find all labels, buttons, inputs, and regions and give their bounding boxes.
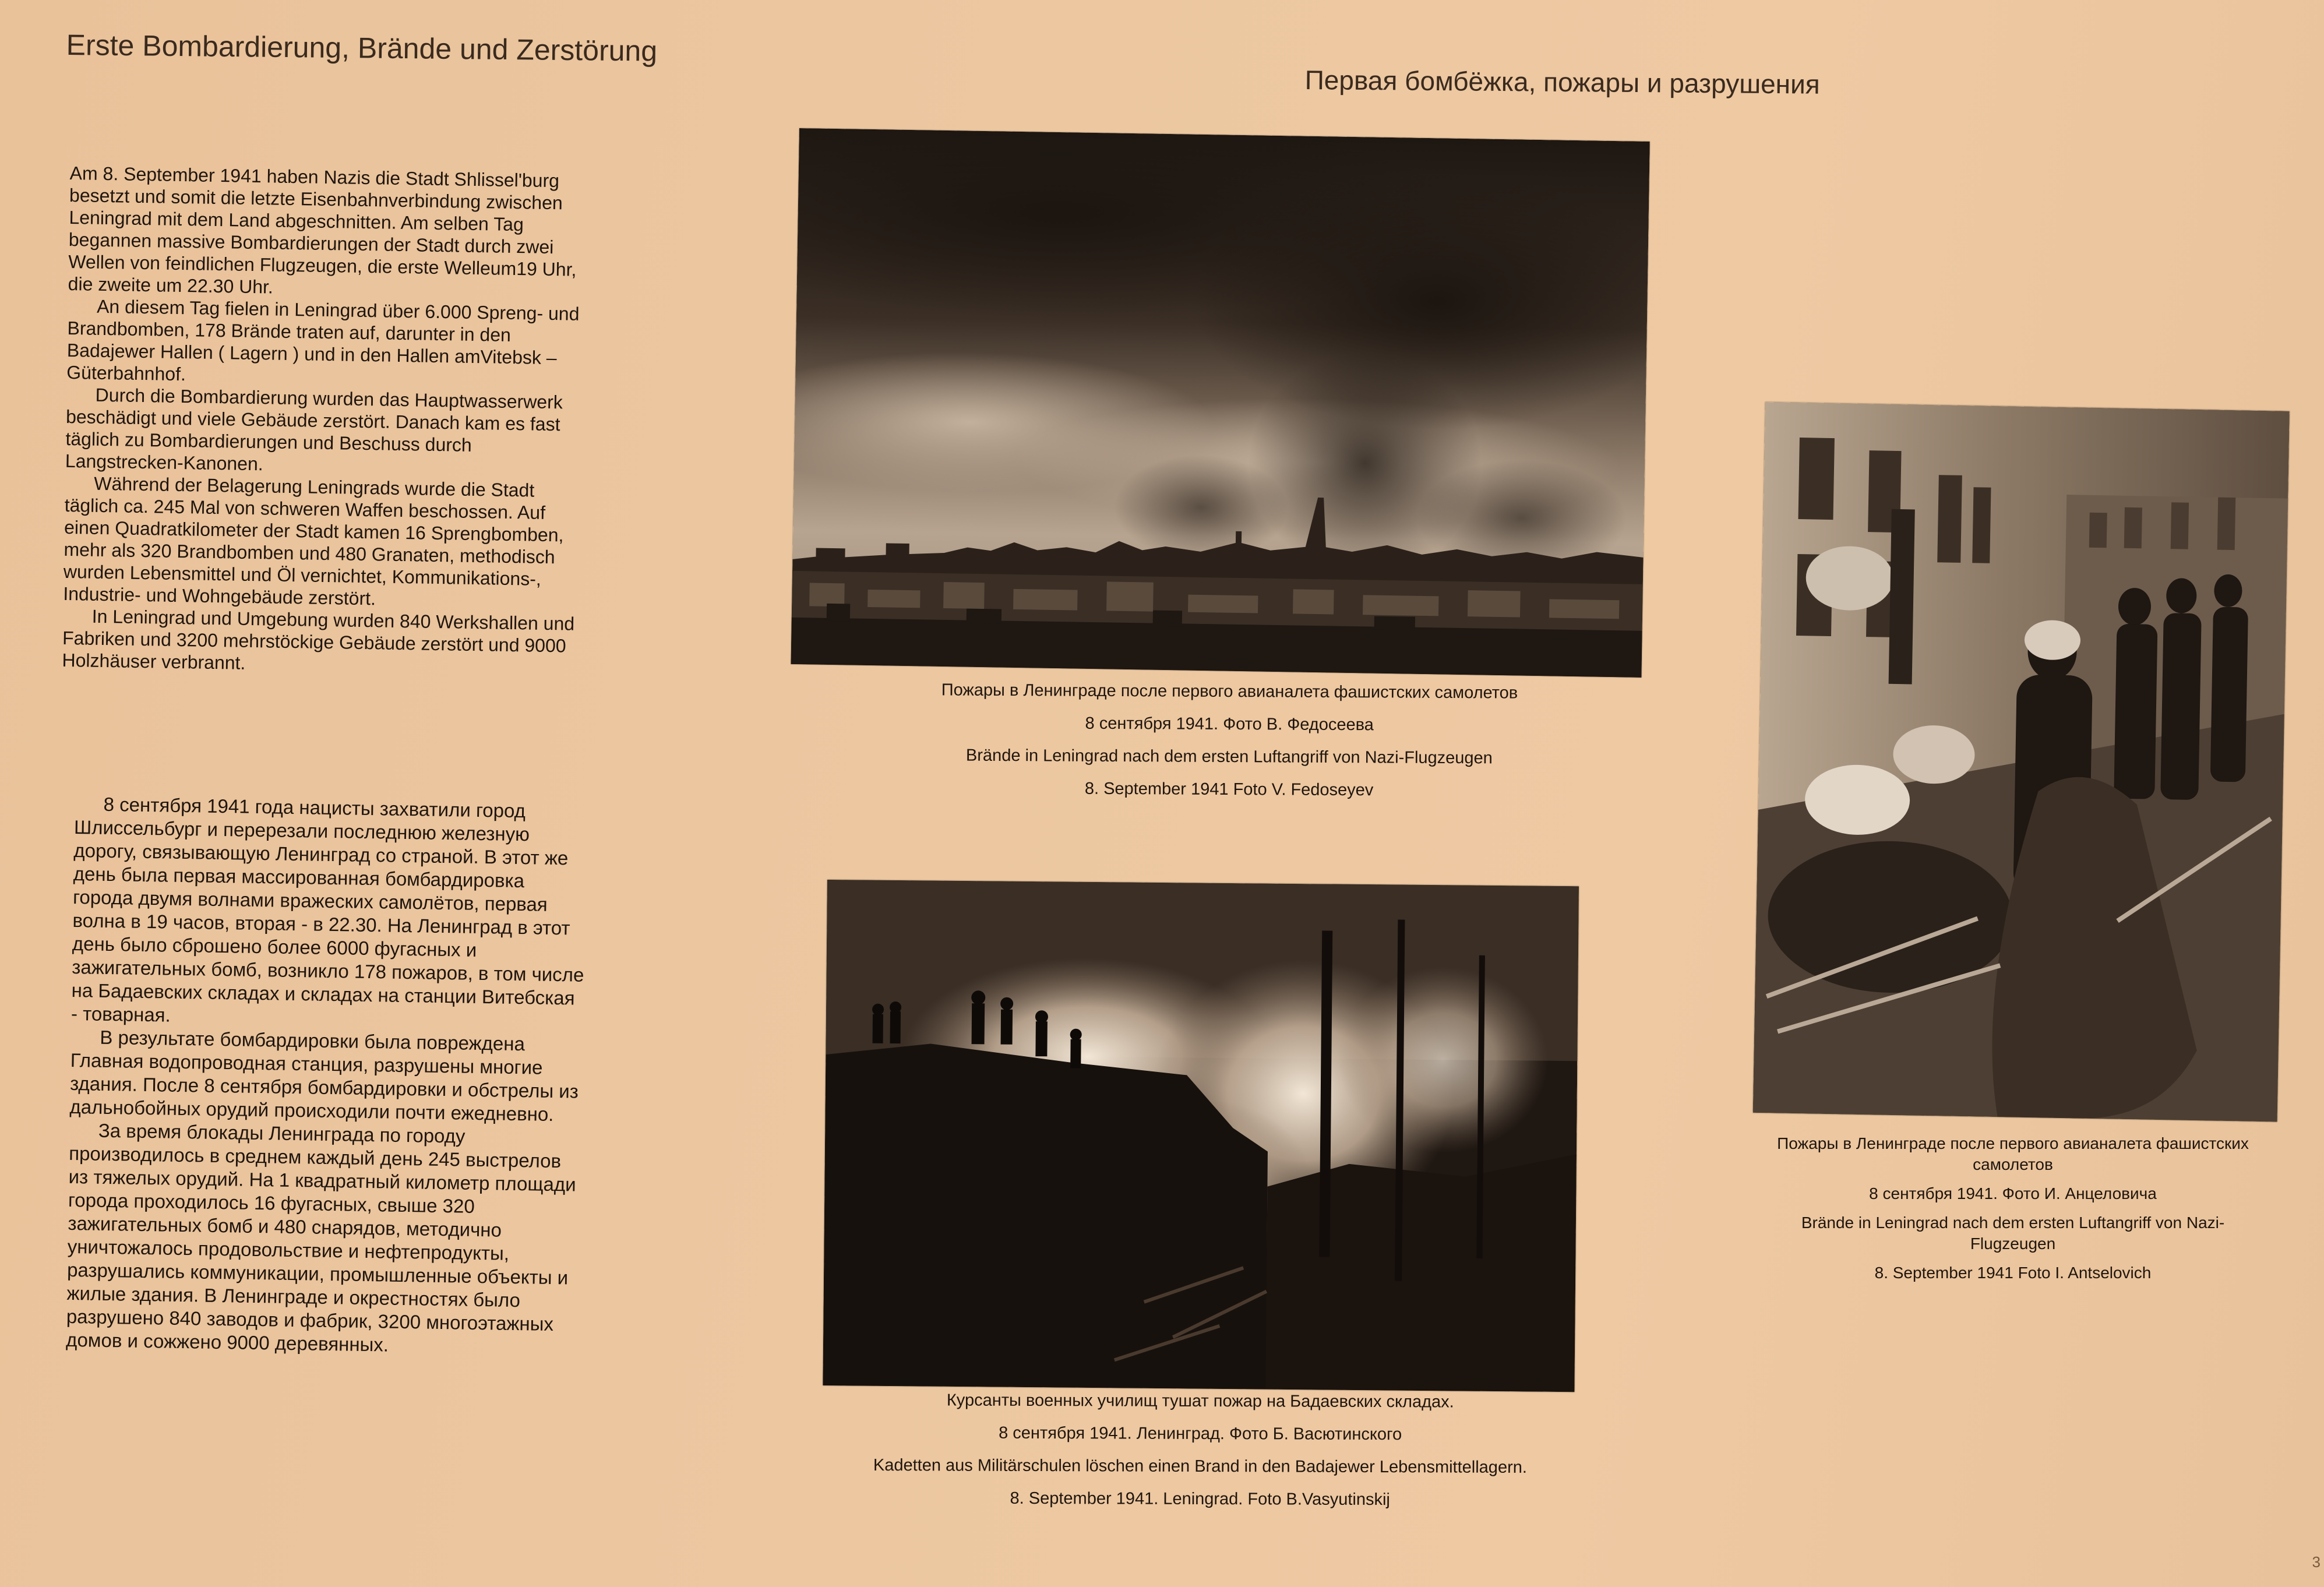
photo-street-evacuees bbox=[1753, 402, 2290, 1122]
german-text-block bbox=[62, 162, 594, 679]
russian-text-block bbox=[66, 792, 587, 1360]
ru-paragraph-2: В результате бомбардировки была повреждена Главная водопроводная станция, разрушены многие здания. После 8 сентября бомбардировки и обстрелы из дальнобойных орудий происходили почти ежедневно. bbox=[69, 1026, 579, 1125]
ru-paragraph-1: 8 сентября 1941 года нацисты захватили город Шлиссельбург и перерезали последнюю железную дорогу, связывающую Ленинград со страной. В этот же день была первая массированная бомбардировка города двумя волнами вражеских самолётов, первая волна в 19 часов, вторая - в 22.30. На Ленинград в этот день было сброшено более 6000 фугасных и зажигательных бомб, возникло 178 пожаров, в том числе на Бадаевских складах и складах на станции Витебская - товарная. bbox=[70, 793, 584, 1026]
caption-2-line-4: 8. September 1941. Leningrad. Foto B.Vasyutinskij bbox=[1010, 1489, 1390, 1510]
ru-paragraph-3: За время блокады Ленинграда по городу производилось в среднем каждый день 245 выстрелов из тяжелых орудий. На 1 квадратный километр площади города проходилось 16 фугасных, свыше 320 зажигательных бомб и 480 снарядов, методично уничтожалось продовольствие и нефтепродукты, разрушались коммуникации, промышленные объекты и жилые здания. В Ленинграде и окрестностях было разрушено 840 заводов и фабрик, 3200 многоэтажных домов и сожжено 9000 деревянных. bbox=[65, 1119, 576, 1356]
caption-3-line-2: 8 сентября 1941. Фото И. Анцеловича bbox=[1869, 1184, 2157, 1202]
page-number: 3 bbox=[2312, 1553, 2321, 1571]
de-paragraph-1: Am 8. September 1941 haben Nazis die Stadt Shlissel'burg besetzt und somit die letzte Eisenbahnverbindung zwischen Leningrad mit dem Land abgeschnitten. Am selben Tag begannen massive Bombardierungen der Stadt durch zwei Wellen von feindlichen Flugzeugen, die erste Welleum19 Uhr, die zweite um 22.30 Uhr. bbox=[68, 162, 577, 298]
caption-photo-3 bbox=[1765, 1133, 2260, 1292]
caption-2-line-3: Kadetten aus Militärschulen löschen einen Brand in den Badajewer Lebensmittellagern. bbox=[873, 1456, 1528, 1477]
caption-3-line-1: Пожары в Ленинграде после первого авианалета фашистских самолетов bbox=[1777, 1134, 2249, 1173]
de-paragraph-2: An diesem Tag fielen in Leningrad über 6.000 Spreng- und Brandbomben, 178 Brände traten auf, darunter in den Badajewer Hallen ( Lagern ) und in den Hallen amVitebsk – Güterbahnhof. bbox=[66, 295, 580, 385]
caption-2-line-1: Курсанты военных училищ тушат пожар на Бадаевских складах. bbox=[946, 1391, 1454, 1412]
photo-cadets-fire bbox=[823, 880, 1579, 1392]
title-german: Erste Bombardierung, Brände und Zerstörung bbox=[66, 28, 658, 68]
caption-1-line-1: Пожары в Ленинграде после первого авианалета фашистских самолетов bbox=[941, 680, 1518, 703]
photo-city-smoke bbox=[791, 128, 1650, 678]
caption-photo-2 bbox=[804, 1390, 1597, 1523]
de-paragraph-3: Durch die Bombardierung wurden das Hauptwasserwerk beschädigt und viele Gebäude zerstört. Danach kam es fast täglich zu Bombardierungen und Beschuss durch Langstrecken-Kanonen. bbox=[65, 384, 563, 475]
caption-1-line-3: Brände in Leningrad nach dem ersten Luftangriff von Nazi-Flugzeugen bbox=[965, 746, 1493, 768]
caption-3-line-4: 8. September 1941 Foto I. Antselovich bbox=[1874, 1264, 2152, 1282]
caption-1-line-2: 8 сентября 1941. Фото В. Федосеева bbox=[1085, 714, 1374, 735]
title-russian: Первая бомбёжка, пожары и разрушения bbox=[1304, 64, 1820, 100]
caption-photo-1 bbox=[809, 679, 1649, 814]
de-paragraph-4: Während der Belagerung Leningrads wurde die Stadt täglich ca. 245 Mal von schweren Waffen beschossen. Auf einen Quadratkilometer der Stadt kamen 16 Sprengbomben, mehr als 320 Brandbomben und 480 Granaten, methodisch wurden Lebensmittel und Öl vernichtet, Kommunikations-, Industrie- und Wohngebäude zerstört. bbox=[63, 472, 564, 609]
caption-3-line-3: Brände in Leningrad nach dem ersten Luftangriff von Nazi-Flugzeugen bbox=[1801, 1214, 2225, 1253]
caption-1-line-4: 8. September 1941 Foto V. Fedoseyev bbox=[1084, 779, 1374, 800]
caption-2-line-2: 8 сентября 1941. Ленинград. Фото Б. Васютинского bbox=[999, 1423, 1402, 1444]
de-paragraph-5: In Leningrad und Umgebung wurden 840 Werkshallen und Fabriken und 3200 mehrstöckige Gebäude zerstört und 9000 Holzhäuser verbrannt. bbox=[62, 605, 575, 673]
